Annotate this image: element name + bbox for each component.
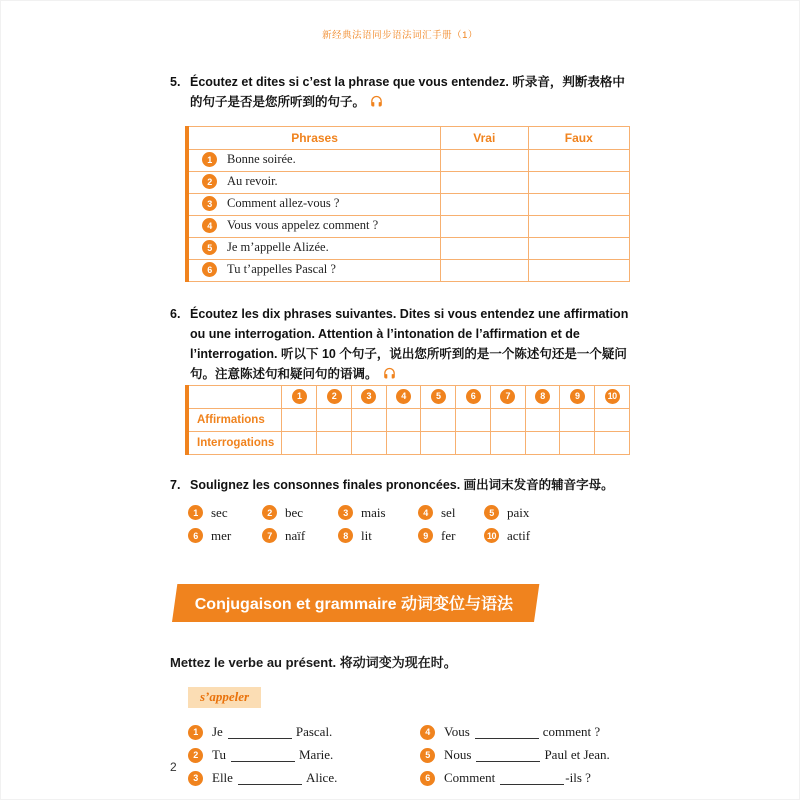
item-after: Alice.	[305, 770, 338, 786]
item-after: -ils ?	[565, 770, 591, 786]
number-badge: 6	[420, 771, 435, 786]
column-number-cell	[282, 385, 317, 408]
column-header-phrases: Phrases	[187, 126, 441, 149]
word-item	[338, 505, 418, 521]
fill-in-blank	[476, 749, 540, 762]
answer-cell	[560, 408, 595, 431]
fill-in-blank	[475, 726, 539, 739]
answer-cell	[282, 408, 317, 431]
table-row	[187, 408, 630, 431]
word-item	[418, 528, 484, 544]
answer-cell	[490, 408, 525, 431]
column-number-cell	[595, 385, 630, 408]
exercise5-number: 5.	[170, 75, 181, 89]
number-badge: 10	[484, 528, 499, 543]
phrase-cell	[187, 237, 441, 259]
word-item	[484, 528, 630, 544]
answer-cell	[317, 408, 352, 431]
exercise6-number: 6.	[170, 306, 181, 321]
phrase-cell	[187, 149, 441, 171]
faux-cell	[528, 259, 629, 281]
conjugation-items	[188, 721, 630, 790]
word-text: fer	[441, 527, 456, 543]
answer-cell	[456, 408, 491, 431]
exercise5-table	[185, 126, 630, 282]
number-badge: 2	[188, 748, 203, 763]
number-badge: 2	[327, 389, 342, 404]
item-before: Tu	[212, 747, 226, 763]
number-badge: 3	[202, 196, 217, 211]
table-row	[187, 149, 630, 171]
headphones-icon	[382, 366, 397, 381]
number-badge: 2	[202, 174, 217, 189]
exercise5-instruction	[190, 72, 630, 113]
answer-cell	[525, 431, 560, 454]
row-label-interrogations: Interrogations	[187, 431, 282, 454]
item-before: Je	[212, 724, 223, 740]
column-number-cell	[351, 385, 386, 408]
exercise6-table	[185, 385, 630, 455]
number-badge: 3	[338, 505, 353, 520]
column-number-cell	[456, 385, 491, 408]
word-text: mais	[361, 504, 386, 520]
exercise5-heading	[170, 72, 630, 113]
vrai-cell	[441, 215, 528, 237]
number-badge: 4	[418, 505, 433, 520]
number-badge: 4	[420, 725, 435, 740]
number-badge: 8	[535, 389, 550, 404]
conjugation-item	[420, 721, 630, 744]
number-badge: 4	[202, 218, 217, 233]
phrase-text: Vous vous appelez comment ?	[227, 218, 379, 233]
page-number: 2	[170, 760, 177, 774]
vrai-cell	[441, 149, 528, 171]
faux-cell	[528, 149, 629, 171]
phrase-text: Bonne soirée.	[227, 152, 296, 167]
column-number-cell	[386, 385, 421, 408]
phrase-text: Je m’appelle Alizée.	[227, 240, 329, 255]
conjugation-item	[420, 767, 630, 790]
answer-cell	[282, 431, 317, 454]
phrase-cell	[187, 259, 441, 281]
fill-in-blank	[500, 772, 564, 785]
faux-cell	[528, 237, 629, 259]
word-item	[484, 505, 630, 521]
word-text: sel	[441, 504, 456, 520]
word-item	[262, 528, 338, 544]
word-item	[418, 505, 484, 521]
column-number-cell	[490, 385, 525, 408]
table-header-row	[187, 385, 630, 408]
fill-in-blank	[228, 726, 292, 739]
item-before: Vous	[444, 724, 470, 740]
corner-cell	[187, 385, 282, 408]
number-badge: 5	[420, 748, 435, 763]
answer-cell	[351, 431, 386, 454]
conjugation-item	[188, 744, 420, 767]
number-badge: 4	[396, 389, 411, 404]
table-row	[187, 215, 630, 237]
vrai-cell	[441, 237, 528, 259]
item-after: Pascal.	[295, 724, 333, 740]
word-text: naïf	[285, 527, 306, 543]
table-row	[187, 431, 630, 454]
word-item	[262, 505, 338, 521]
word-text: paix	[507, 504, 530, 520]
table-row	[187, 237, 630, 259]
phrase-cell	[187, 171, 441, 193]
column-number-cell	[421, 385, 456, 408]
faux-cell	[528, 193, 629, 215]
number-badge: 5	[202, 240, 217, 255]
column-number-cell	[560, 385, 595, 408]
answer-cell	[560, 431, 595, 454]
number-badge: 1	[188, 505, 203, 520]
exercise7-word-list	[188, 505, 630, 544]
word-item	[188, 505, 262, 521]
table-row	[187, 259, 630, 281]
answer-cell	[421, 431, 456, 454]
number-badge: 10	[605, 389, 620, 404]
vrai-cell	[441, 193, 528, 215]
exercise6-instruction	[190, 304, 630, 385]
number-badge: 5	[431, 389, 446, 404]
word-item	[188, 528, 262, 544]
number-badge: 7	[262, 528, 277, 543]
conjugation-item	[188, 767, 420, 790]
conjugation-instruction: Mettez le verbe au présent. 将动词变为现在时。	[170, 654, 457, 670]
faux-cell	[528, 171, 629, 193]
column-number-cell	[525, 385, 560, 408]
conjugation-item	[420, 744, 630, 767]
number-badge: 1	[202, 152, 217, 167]
table-header-row	[187, 126, 630, 149]
phrase-text: Au revoir.	[227, 174, 278, 189]
table-row	[187, 193, 630, 215]
number-badge: 8	[338, 528, 353, 543]
word-item	[338, 528, 418, 544]
faux-cell	[528, 215, 629, 237]
item-after: Paul et Jean.	[544, 747, 610, 763]
fill-in-blank	[238, 772, 302, 785]
answer-cell	[386, 408, 421, 431]
number-badge: 6	[466, 389, 481, 404]
number-badge: 5	[484, 505, 499, 520]
word-text: bec	[285, 504, 304, 520]
exercise6-instruction-text: Écoutez les dix phrases suivantes. Dites si vous entendez une affirmation ou une interrogation. Attention à l’intonation de l’affirmation et de l’interrogation. 听以下 10 个句子，说出您所听到的是一个陈述句还是一个疑问句。注意陈述句和疑问句的语调。	[190, 306, 629, 382]
word-text: actif	[507, 527, 531, 543]
number-badge: 7	[500, 389, 515, 404]
number-badge: 9	[570, 389, 585, 404]
item-before: Elle	[212, 770, 233, 786]
row-label-affirmations: Affirmations	[187, 408, 282, 431]
column-number-cell	[317, 385, 352, 408]
exercise5-instruction-text: Écoutez et dites si c’est la phrase que vous entendez. 听录音，判断表格中的句子是否是您所听到的句子。	[190, 75, 625, 110]
table-row	[187, 171, 630, 193]
number-badge: 1	[292, 389, 307, 404]
item-before: Nous	[444, 747, 472, 763]
word-text: mer	[211, 527, 232, 543]
vrai-cell	[441, 259, 528, 281]
word-text: sec	[211, 504, 228, 520]
phrase-cell	[187, 215, 441, 237]
exercise7-number: 7.	[170, 477, 181, 492]
item-before: Comment	[444, 770, 496, 786]
number-badge: 3	[188, 771, 203, 786]
section-banner	[172, 584, 540, 622]
number-badge: 3	[361, 389, 376, 404]
column-header-faux: Faux	[528, 126, 629, 149]
answer-cell	[595, 431, 630, 454]
number-badge: 1	[188, 725, 203, 740]
number-badge: 2	[262, 505, 277, 520]
number-badge: 6	[188, 528, 203, 543]
answer-cell	[421, 408, 456, 431]
word-text: lit	[361, 527, 372, 543]
number-badge: 9	[418, 528, 433, 543]
answer-cell	[490, 431, 525, 454]
running-head: 新经典法语同步语法词汇手册（1）	[322, 30, 478, 41]
exercise7-heading	[170, 475, 630, 495]
verb-chip: s’appeler	[188, 687, 261, 708]
answer-cell	[351, 408, 386, 431]
conjugation-item	[188, 721, 420, 744]
exercise6-heading	[170, 304, 630, 385]
phrase-text: Comment allez-vous ?	[227, 196, 340, 211]
column-header-vrai: Vrai	[441, 126, 528, 149]
page-content	[170, 72, 630, 790]
number-badge: 6	[202, 262, 217, 277]
headphones-icon	[369, 94, 384, 109]
fill-in-blank	[231, 749, 295, 762]
answer-cell	[386, 431, 421, 454]
phrase-cell	[187, 193, 441, 215]
item-after: comment ?	[542, 724, 601, 740]
phrase-text: Tu t’appelles Pascal ?	[227, 262, 336, 277]
answer-cell	[525, 408, 560, 431]
exercise7-instruction: Soulignez les consonnes finales prononcées. 画出词末发音的辅音字母。	[190, 477, 614, 492]
answer-cell	[595, 408, 630, 431]
item-after: Marie.	[298, 747, 334, 763]
section-title: Conjugaison et grammaire 动词变位与语法	[194, 595, 514, 613]
vrai-cell	[441, 171, 528, 193]
answer-cell	[317, 431, 352, 454]
answer-cell	[456, 431, 491, 454]
